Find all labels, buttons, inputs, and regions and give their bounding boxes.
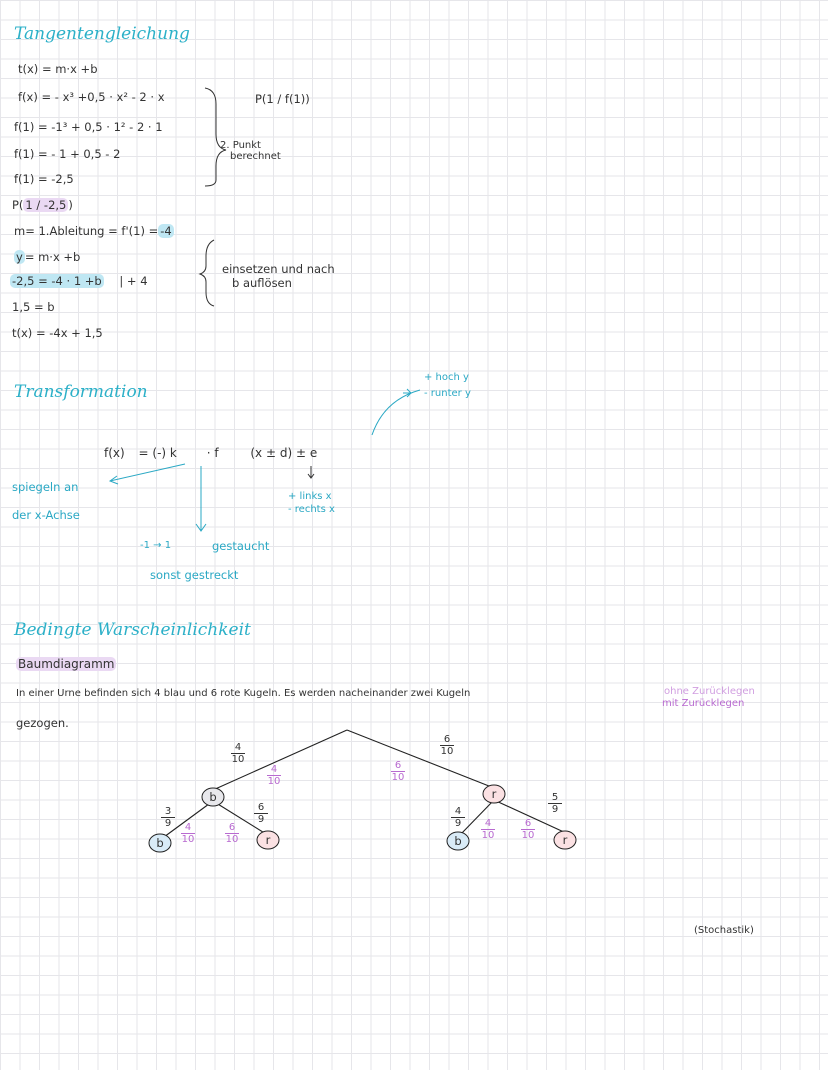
- line-slope: [14, 224, 174, 238]
- substitute-eq: -2,5 = -4 · 1 +b: [12, 274, 102, 288]
- frac-r-left-alt: 4 10: [481, 818, 495, 841]
- line-f1-b: f(1) = - 1 + 0,5 - 2: [14, 147, 121, 161]
- point-suffix: ): [68, 198, 73, 212]
- brace-2: [200, 240, 214, 306]
- note-e: [424, 370, 471, 402]
- line-point-result: [12, 198, 73, 212]
- line-b-value: 1,5 = b: [12, 300, 55, 314]
- tree-lines: [164, 730, 566, 837]
- frac-b-left: 3 9: [158, 806, 178, 829]
- note-mirror-b: der x-Achse: [12, 508, 80, 522]
- subheading-tree-text: Baumdiagramm: [18, 657, 115, 671]
- frac-top-left-alt: 4 10: [267, 764, 281, 787]
- line-function: f(x) = - x³ +0,5 · x² - 2 · x: [18, 90, 165, 104]
- formula-fx: f(x): [104, 446, 125, 460]
- line-substitute: [10, 274, 148, 288]
- leaf-red-blue: b: [454, 834, 462, 848]
- note-substitute: [222, 262, 335, 290]
- y-var: y: [16, 250, 23, 264]
- frac-b-left-alt: 4 10: [181, 822, 195, 845]
- leaf-blue-red: r: [265, 833, 271, 847]
- problem-text-end: gezogen.: [16, 716, 69, 730]
- line-f1-c: f(1) = -2,5: [14, 172, 74, 186]
- note-k-compressed: gestaucht: [212, 539, 270, 553]
- heading-tangent: Tangentengleichung: [14, 24, 190, 44]
- note-k-range: -1 → 1: [140, 540, 172, 551]
- y-rest: = m·x +b: [24, 250, 81, 264]
- formula-k: = (-) k: [138, 446, 177, 460]
- arrow-e: [372, 390, 420, 435]
- frac-r-right: 5 9: [545, 792, 565, 815]
- note-d: [288, 490, 335, 516]
- note-substitute-a: einsetzen und nach: [222, 262, 335, 276]
- note-second-point-a: 2. Punkt: [220, 140, 261, 151]
- subheading-tree: [16, 657, 116, 671]
- frac-r-right-alt: 6 10: [521, 818, 535, 841]
- point-p: P(1 / f(1)): [255, 92, 310, 106]
- note-mirror-a: spiegeln an: [12, 480, 79, 494]
- point-coords: 1 / -2,5: [25, 198, 67, 212]
- node-first-red: r: [491, 787, 497, 801]
- frac-top-right-alt: 6 10: [391, 760, 405, 783]
- slope-label: m= 1.Ableitung = f'(1) =: [14, 224, 159, 238]
- leaf-blue-blue: b: [156, 836, 164, 850]
- option-without: ohne Zurücklegen: [664, 686, 755, 697]
- note-e-down: - runter y: [424, 388, 471, 399]
- heading-transformation: Transformation: [14, 382, 148, 402]
- brace-1: [205, 88, 226, 186]
- frac-r-left: 4 9: [448, 806, 468, 829]
- note-k-stretched: sonst gestreckt: [150, 568, 239, 582]
- leaf-red-red: r: [562, 833, 568, 847]
- arrow-mirror: [110, 464, 185, 481]
- frac-b-right: 6 9: [251, 802, 271, 825]
- note-d-right: - rechts x: [288, 504, 335, 515]
- note-substitute-b: b auflösen: [232, 276, 292, 290]
- frac-b-right-alt: 6 10: [225, 822, 239, 845]
- note-e-up: + hoch y: [424, 372, 469, 383]
- line-y-form: [14, 250, 80, 264]
- frac-top-right: 6 10: [440, 734, 454, 757]
- heading-probability: Bedingte Warscheinlichkeit: [14, 620, 251, 640]
- formula-f: · f: [206, 446, 219, 460]
- line-f1-a: f(1) = -1³ + 0,5 · 1² - 2 · 1: [14, 120, 163, 134]
- transform-formula: [104, 446, 317, 460]
- note-d-left: + links x: [288, 491, 332, 502]
- option-with: mit Zurücklegen: [662, 698, 745, 709]
- node-first-blue: b: [209, 790, 217, 804]
- point-prefix: P(: [12, 198, 24, 212]
- line-tangent-result: t(x) = -4x + 1,5: [12, 326, 103, 340]
- substitute-op: | + 4: [119, 274, 148, 288]
- note-second-point: [220, 140, 281, 162]
- formula-d-e: (x ± d) ± e: [250, 446, 318, 460]
- line-tangent-form: t(x) = m·x +b: [18, 62, 98, 76]
- slope-value: -4: [160, 224, 172, 238]
- note-second-point-b: berechnet: [230, 151, 281, 162]
- footer-topic: (Stochastik): [694, 925, 754, 936]
- replacement-options: [662, 686, 755, 710]
- problem-text: In einer Urne befinden sich 4 blau und 6 rote Kugeln. Es werden nacheinander zwei Kugeln: [16, 688, 471, 699]
- frac-top-left: 4 10: [231, 742, 245, 765]
